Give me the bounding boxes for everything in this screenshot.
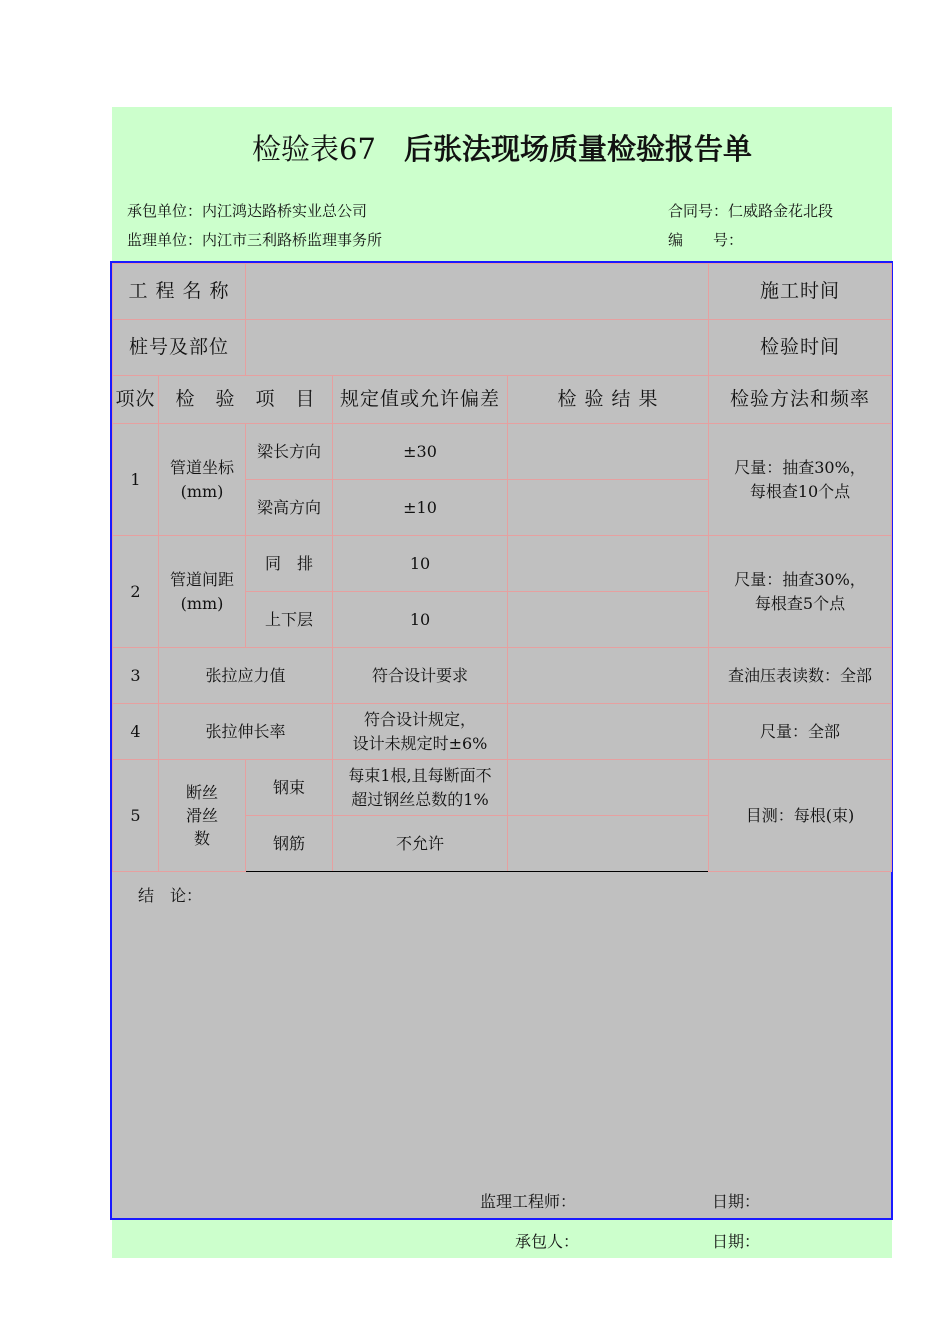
contractor-signature-label: 承包人： — [515, 1232, 580, 1251]
contractor-date-label: 日期： — [712, 1232, 761, 1251]
table-row — [113, 704, 892, 760]
sub-item: 上下层 — [246, 592, 333, 648]
row-number: 5 — [113, 760, 159, 872]
result-cell[interactable] — [508, 536, 709, 592]
inspection-time-label: 检验时间 — [709, 320, 892, 376]
col-item-no: 项次 — [113, 376, 159, 424]
item-name: 张拉应力值 — [159, 648, 333, 704]
row-number: 3 — [113, 648, 159, 704]
sub-item: 梁高方向 — [246, 480, 333, 536]
sub-item: 钢筋 — [246, 816, 333, 872]
item-name: 断丝 滑丝 数 — [159, 760, 246, 872]
engineer-date-label: 日期： — [712, 1192, 761, 1211]
spec-value: ±30 — [333, 424, 508, 480]
result-cell[interactable] — [508, 424, 709, 480]
pile-label: 桩号及部位 — [113, 320, 246, 376]
project-name-label: 工 程 名 称 — [113, 264, 246, 320]
contract-number: 合同号：仁威路金花北段 — [668, 202, 834, 220]
result-cell[interactable] — [508, 648, 709, 704]
table-row — [113, 424, 892, 480]
construction-time-label: 施工时间 — [709, 264, 892, 320]
method-cell: 尺量：全部 — [709, 704, 892, 760]
table-row — [113, 536, 892, 592]
col-spec: 规定值或允许偏差 — [333, 376, 508, 424]
col-item: 检 验 项 目 — [159, 376, 333, 424]
item-name: 管道坐标 (mm) — [159, 424, 246, 536]
result-cell[interactable] — [508, 816, 709, 872]
spec-value: 10 — [333, 592, 508, 648]
sub-item: 同 排 — [246, 536, 333, 592]
result-cell[interactable] — [508, 480, 709, 536]
item-name: 张拉伸长率 — [159, 704, 333, 760]
inspection-table — [112, 263, 892, 872]
result-cell[interactable] — [508, 704, 709, 760]
method-cell: 尺量：抽查30%， 每根查10个点 — [709, 424, 892, 536]
form-name: 后张法现场质量检验报告单 — [403, 132, 752, 166]
spec-value: 10 — [333, 536, 508, 592]
spec-value: 不允许 — [333, 816, 508, 872]
project-name-value[interactable] — [246, 264, 709, 320]
form-number: 检验表67 — [252, 132, 376, 166]
item-name: 管道间距 (mm) — [159, 536, 246, 648]
method-cell: 尺量：抽查30%， 每根查5个点 — [709, 536, 892, 648]
spec-value: 符合设计规定， 设计未规定时±6% — [333, 704, 508, 760]
col-method: 检验方法和频率 — [709, 376, 892, 424]
row-number: 4 — [113, 704, 159, 760]
sub-item: 梁长方向 — [246, 424, 333, 480]
inspection-frame — [110, 261, 893, 1220]
serial-number: 编 号： — [668, 231, 744, 249]
conclusion-label: 结 论： — [138, 886, 203, 905]
table-row — [113, 760, 892, 816]
spec-value: ±10 — [333, 480, 508, 536]
method-cell: 目测：每根(束) — [709, 760, 892, 872]
spec-value: 每束1根,且每断面不 超过钢丝总数的1% — [333, 760, 508, 816]
pile-value[interactable] — [246, 320, 709, 376]
page-title — [112, 127, 892, 168]
table-row — [113, 648, 892, 704]
result-cell[interactable] — [508, 760, 709, 816]
supervisor-unit: 监理单位：内江市三利路桥监理事务所 — [127, 231, 383, 249]
contractor-unit: 承包单位：内江鸿达路桥实业总公司 — [127, 202, 368, 220]
result-cell[interactable] — [508, 592, 709, 648]
row-number: 1 — [113, 424, 159, 536]
col-result: 检 验 结 果 — [508, 376, 709, 424]
engineer-signature-label: 监理工程师： — [480, 1192, 577, 1211]
spec-value: 符合设计要求 — [333, 648, 508, 704]
row-number: 2 — [113, 536, 159, 648]
method-cell: 查油压表读数：全部 — [709, 648, 892, 704]
sub-item: 钢束 — [246, 760, 333, 816]
